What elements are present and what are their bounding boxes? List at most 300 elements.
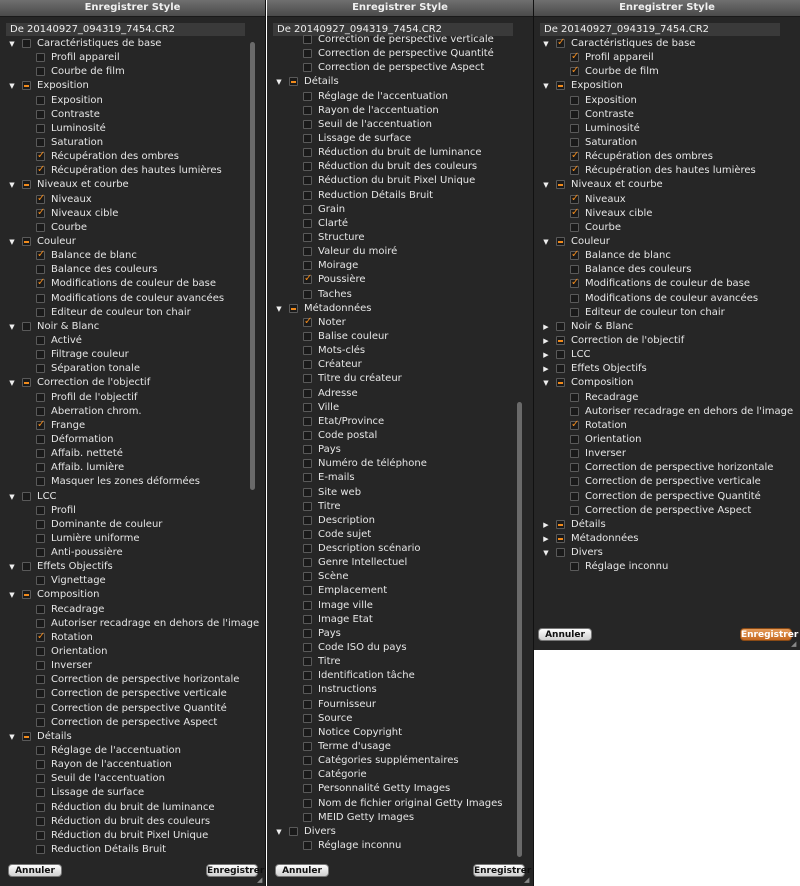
disclosure-open-icon[interactable]: ▼: [9, 40, 15, 48]
checkbox[interactable]: [303, 176, 312, 185]
setting-row[interactable]: [6, 631, 251, 645]
disclosure-closed-icon[interactable]: ▶: [543, 365, 549, 374]
checkbox[interactable]: [36, 845, 45, 854]
setting-row[interactable]: [273, 528, 519, 542]
setting-row[interactable]: [6, 829, 251, 843]
checkbox[interactable]: [303, 643, 312, 652]
group-row[interactable]: [6, 178, 251, 192]
disclosure-open-icon[interactable]: ▼: [9, 237, 15, 246]
setting-row[interactable]: [6, 94, 251, 108]
checkbox[interactable]: [556, 350, 565, 359]
setting-row[interactable]: [6, 221, 251, 235]
checkbox[interactable]: [556, 39, 565, 48]
checkbox[interactable]: [36, 520, 45, 529]
checkbox[interactable]: [303, 233, 312, 242]
setting-row[interactable]: [273, 330, 519, 344]
checkbox[interactable]: [36, 803, 45, 812]
checkbox[interactable]: [570, 308, 579, 317]
disclosure-open-icon[interactable]: ▼: [9, 492, 15, 501]
setting-row[interactable]: [6, 391, 251, 405]
checkbox[interactable]: [36, 110, 45, 119]
setting-row[interactable]: [273, 372, 519, 386]
disclosure-open-icon[interactable]: ▼: [9, 379, 15, 388]
setting-row[interactable]: [6, 504, 251, 518]
setting-row[interactable]: [6, 405, 251, 419]
checkbox[interactable]: [570, 124, 579, 133]
checkbox[interactable]: [303, 219, 312, 228]
checkbox[interactable]: [303, 120, 312, 129]
setting-row[interactable]: [273, 627, 519, 641]
group-row[interactable]: [273, 825, 519, 839]
setting-row[interactable]: [273, 712, 519, 726]
checkbox[interactable]: [303, 601, 312, 610]
checkbox[interactable]: [556, 534, 565, 543]
checkbox[interactable]: [570, 195, 579, 204]
setting-row[interactable]: [6, 306, 251, 320]
setting-row[interactable]: [273, 811, 519, 825]
checkbox[interactable]: [303, 685, 312, 694]
setting-row[interactable]: [273, 457, 519, 471]
setting-row[interactable]: [273, 217, 519, 231]
checkbox[interactable]: [556, 548, 565, 557]
checkbox[interactable]: [570, 477, 579, 486]
checkbox[interactable]: [570, 138, 579, 147]
checkbox[interactable]: [303, 714, 312, 723]
setting-row[interactable]: [540, 164, 786, 178]
checkbox[interactable]: [303, 106, 312, 115]
checkbox[interactable]: [36, 166, 45, 175]
checkbox[interactable]: [36, 619, 45, 628]
checkbox[interactable]: [303, 417, 312, 426]
setting-row[interactable]: [273, 245, 519, 259]
setting-row[interactable]: [540, 391, 786, 405]
setting-row[interactable]: [540, 475, 786, 489]
setting-row[interactable]: [6, 136, 251, 150]
setting-row[interactable]: [540, 405, 794, 419]
disclosure-open-icon[interactable]: ▼: [9, 732, 15, 741]
checkbox[interactable]: [570, 279, 579, 288]
group-row[interactable]: [540, 79, 786, 93]
checkbox[interactable]: [36, 774, 45, 783]
setting-row[interactable]: [6, 207, 251, 221]
checkbox[interactable]: [303, 290, 312, 299]
setting-row[interactable]: [540, 419, 786, 433]
setting-row[interactable]: [540, 504, 786, 518]
checkbox[interactable]: [36, 393, 45, 402]
checkbox[interactable]: [36, 195, 45, 204]
setting-row[interactable]: [273, 231, 519, 245]
checkbox[interactable]: [289, 827, 298, 836]
setting-row[interactable]: [6, 546, 251, 560]
setting-row[interactable]: [540, 292, 786, 306]
checkbox[interactable]: [36, 53, 45, 62]
checkbox[interactable]: [303, 332, 312, 341]
setting-row[interactable]: [6, 518, 251, 532]
checkbox[interactable]: [303, 586, 312, 595]
setting-row[interactable]: [6, 419, 251, 433]
checkbox[interactable]: [36, 661, 45, 670]
setting-row[interactable]: [6, 532, 251, 546]
checkbox[interactable]: [36, 449, 45, 458]
setting-row[interactable]: [273, 797, 519, 811]
setting-row[interactable]: [6, 292, 251, 306]
setting-row[interactable]: [273, 146, 519, 160]
disclosure-open-icon[interactable]: ▼: [9, 181, 15, 190]
group-row[interactable]: [540, 532, 786, 546]
setting-row[interactable]: [273, 288, 519, 302]
setting-row[interactable]: [273, 613, 519, 627]
setting-row[interactable]: [6, 716, 251, 730]
checkbox[interactable]: [303, 700, 312, 709]
checkbox[interactable]: [36, 633, 45, 642]
checkbox[interactable]: [22, 378, 31, 387]
checkbox[interactable]: [22, 237, 31, 246]
setting-row[interactable]: [273, 104, 519, 118]
setting-row[interactable]: [6, 193, 251, 207]
setting-row[interactable]: [540, 447, 786, 461]
checkbox[interactable]: [36, 506, 45, 515]
checkbox[interactable]: [303, 530, 312, 539]
setting-row[interactable]: [6, 617, 260, 631]
disclosure-closed-icon[interactable]: ▶: [543, 351, 549, 360]
disclosure-open-icon[interactable]: ▼: [9, 322, 15, 331]
setting-row[interactable]: [273, 344, 519, 358]
resize-grip-icon[interactable]: ◢: [791, 640, 797, 648]
checkbox[interactable]: [36, 152, 45, 161]
setting-row[interactable]: [273, 189, 519, 203]
group-row[interactable]: [273, 302, 519, 316]
scrollbar-thumb[interactable]: [517, 402, 522, 857]
disclosure-open-icon[interactable]: ▼: [9, 563, 15, 572]
checkbox[interactable]: [303, 261, 312, 270]
setting-row[interactable]: [273, 740, 519, 754]
setting-row[interactable]: [6, 108, 251, 122]
checkbox[interactable]: [303, 148, 312, 157]
setting-row[interactable]: [273, 471, 519, 485]
checkbox[interactable]: [289, 304, 298, 313]
checkbox[interactable]: [303, 671, 312, 680]
checkbox[interactable]: [22, 590, 31, 599]
group-row[interactable]: [540, 178, 786, 192]
checkbox[interactable]: [570, 294, 579, 303]
checkbox[interactable]: [303, 615, 312, 624]
setting-row[interactable]: [273, 118, 519, 132]
checkbox[interactable]: [303, 134, 312, 143]
checkbox[interactable]: [36, 421, 45, 430]
group-row[interactable]: [540, 37, 786, 51]
setting-row[interactable]: [273, 273, 519, 287]
disclosure-open-icon[interactable]: ▼: [543, 40, 549, 48]
checkbox[interactable]: [36, 477, 45, 486]
setting-row[interactable]: [540, 560, 786, 574]
setting-row[interactable]: [540, 108, 786, 122]
checkbox[interactable]: [303, 35, 312, 44]
setting-row[interactable]: [540, 461, 786, 475]
setting-row[interactable]: [6, 277, 251, 291]
checkbox[interactable]: [36, 223, 45, 232]
checkbox[interactable]: [303, 728, 312, 737]
checkbox[interactable]: [36, 279, 45, 288]
checkbox[interactable]: [303, 558, 312, 567]
setting-row[interactable]: [273, 174, 519, 188]
setting-row[interactable]: [273, 698, 519, 712]
setting-row[interactable]: [273, 259, 519, 273]
setting-row[interactable]: [540, 263, 786, 277]
checkbox[interactable]: [36, 294, 45, 303]
checkbox[interactable]: [570, 393, 579, 402]
setting-row[interactable]: [6, 758, 251, 772]
setting-row[interactable]: [273, 415, 519, 429]
group-row[interactable]: [273, 75, 519, 89]
disclosure-closed-icon[interactable]: ▶: [543, 322, 549, 331]
checkbox[interactable]: [303, 247, 312, 256]
checkbox[interactable]: [570, 96, 579, 105]
checkbox[interactable]: [570, 67, 579, 76]
group-row[interactable]: [540, 235, 786, 249]
checkbox[interactable]: [36, 435, 45, 444]
checkbox[interactable]: [303, 629, 312, 638]
setting-row[interactable]: [6, 51, 251, 65]
setting-row[interactable]: [273, 570, 519, 584]
checkbox[interactable]: [22, 180, 31, 189]
setting-row[interactable]: [6, 603, 251, 617]
setting-row[interactable]: [6, 447, 251, 461]
checkbox[interactable]: [36, 760, 45, 769]
checkbox[interactable]: [36, 548, 45, 557]
group-row[interactable]: [540, 518, 786, 532]
checkbox[interactable]: [570, 152, 579, 161]
group-row[interactable]: [6, 730, 251, 744]
setting-row[interactable]: [6, 786, 251, 800]
checkbox[interactable]: [303, 473, 312, 482]
setting-row[interactable]: [6, 801, 251, 815]
group-row[interactable]: [6, 320, 251, 334]
resize-grip-icon[interactable]: ◢: [524, 876, 530, 884]
setting-row[interactable]: [6, 645, 251, 659]
checkbox[interactable]: [570, 265, 579, 274]
group-row[interactable]: [540, 334, 786, 348]
cancel-button[interactable]: Annuler: [8, 864, 62, 877]
checkbox[interactable]: [303, 459, 312, 468]
checkbox[interactable]: [556, 520, 565, 529]
checkbox[interactable]: [570, 449, 579, 458]
checkbox[interactable]: [570, 110, 579, 119]
checkbox[interactable]: [303, 784, 312, 793]
checkbox[interactable]: [289, 77, 298, 86]
setting-row[interactable]: [540, 65, 786, 79]
setting-row[interactable]: [273, 782, 519, 796]
checkbox[interactable]: [556, 180, 565, 189]
checkbox[interactable]: [303, 488, 312, 497]
checkbox[interactable]: [303, 813, 312, 822]
checkbox[interactable]: [303, 657, 312, 666]
setting-row[interactable]: [273, 500, 519, 514]
setting-row[interactable]: [273, 514, 519, 528]
checkbox[interactable]: [570, 435, 579, 444]
setting-row[interactable]: [6, 334, 251, 348]
setting-row[interactable]: [273, 33, 519, 47]
checkbox[interactable]: [570, 562, 579, 571]
setting-row[interactable]: [273, 401, 519, 415]
checkbox[interactable]: [303, 544, 312, 553]
setting-row[interactable]: [6, 348, 251, 362]
checkbox[interactable]: [303, 841, 312, 850]
checkbox[interactable]: [556, 322, 565, 331]
checkbox[interactable]: [36, 96, 45, 105]
checkbox[interactable]: [556, 336, 565, 345]
checkbox[interactable]: [303, 191, 312, 200]
checkbox[interactable]: [22, 39, 31, 48]
checkbox[interactable]: [303, 572, 312, 581]
checkbox[interactable]: [303, 742, 312, 751]
setting-row[interactable]: [540, 94, 786, 108]
checkbox[interactable]: [303, 403, 312, 412]
disclosure-open-icon[interactable]: ▼: [543, 379, 549, 388]
checkbox[interactable]: [556, 364, 565, 373]
checkbox[interactable]: [36, 689, 45, 698]
setting-row[interactable]: [273, 599, 519, 613]
setting-row[interactable]: [273, 61, 519, 75]
setting-row[interactable]: [6, 249, 251, 263]
checkbox[interactable]: [303, 275, 312, 284]
disclosure-open-icon[interactable]: ▼: [543, 181, 549, 190]
checkbox[interactable]: [36, 463, 45, 472]
checkbox[interactable]: [303, 516, 312, 525]
setting-row[interactable]: [540, 249, 786, 263]
disclosure-open-icon[interactable]: ▼: [543, 237, 549, 246]
checkbox[interactable]: [36, 647, 45, 656]
setting-row[interactable]: [6, 744, 251, 758]
checkbox[interactable]: [36, 605, 45, 614]
setting-row[interactable]: [273, 387, 519, 401]
checkbox[interactable]: [570, 53, 579, 62]
scrollbar-thumb[interactable]: [250, 42, 255, 490]
checkbox[interactable]: [36, 67, 45, 76]
disclosure-open-icon[interactable]: ▼: [9, 82, 15, 91]
save-button[interactable]: Enregistrer: [741, 630, 799, 640]
setting-row[interactable]: [6, 362, 251, 376]
setting-row[interactable]: [6, 461, 251, 475]
setting-row[interactable]: [273, 556, 519, 570]
checkbox[interactable]: [303, 318, 312, 327]
disclosure-closed-icon[interactable]: ▶: [543, 336, 549, 345]
setting-row[interactable]: [6, 687, 251, 701]
checkbox[interactable]: [303, 799, 312, 808]
setting-row[interactable]: [540, 277, 786, 291]
checkbox[interactable]: [303, 92, 312, 101]
checkbox[interactable]: [36, 534, 45, 543]
checkbox[interactable]: [36, 788, 45, 797]
setting-row[interactable]: [6, 843, 251, 857]
checkbox[interactable]: [303, 49, 312, 58]
checkbox[interactable]: [22, 322, 31, 331]
save-button[interactable]: Enregistrer: [474, 866, 532, 876]
cancel-button[interactable]: Annuler: [275, 864, 329, 877]
checkbox[interactable]: [303, 205, 312, 214]
setting-row[interactable]: [6, 122, 251, 136]
group-row[interactable]: [540, 348, 786, 362]
setting-row[interactable]: [273, 655, 519, 669]
checkbox[interactable]: [36, 831, 45, 840]
setting-row[interactable]: [540, 207, 786, 221]
setting-row[interactable]: [6, 65, 251, 79]
checkbox[interactable]: [22, 81, 31, 90]
checkbox[interactable]: [36, 675, 45, 684]
checkbox[interactable]: [303, 431, 312, 440]
checkbox[interactable]: [556, 81, 565, 90]
checkbox[interactable]: [36, 251, 45, 260]
checkbox[interactable]: [36, 407, 45, 416]
setting-row[interactable]: [273, 486, 519, 500]
group-row[interactable]: [540, 376, 786, 390]
checkbox[interactable]: [36, 336, 45, 345]
group-row[interactable]: [540, 320, 786, 334]
resize-grip-icon[interactable]: ◢: [257, 876, 263, 884]
setting-row[interactable]: [273, 203, 519, 217]
setting-row[interactable]: [6, 164, 251, 178]
checkbox[interactable]: [36, 704, 45, 713]
setting-row[interactable]: [273, 47, 519, 61]
checkbox[interactable]: [570, 223, 579, 232]
setting-row[interactable]: [273, 641, 519, 655]
save-button[interactable]: Enregistrer: [207, 866, 265, 876]
setting-row[interactable]: [273, 90, 519, 104]
checkbox[interactable]: [570, 492, 579, 501]
setting-row[interactable]: [540, 490, 786, 504]
setting-row[interactable]: [6, 659, 251, 673]
checkbox[interactable]: [36, 817, 45, 826]
setting-row[interactable]: [6, 433, 251, 447]
checkbox[interactable]: [570, 421, 579, 430]
setting-row[interactable]: [273, 443, 519, 457]
setting-row[interactable]: [273, 132, 519, 146]
checkbox[interactable]: [36, 746, 45, 755]
setting-row[interactable]: [6, 815, 251, 829]
disclosure-open-icon[interactable]: ▼: [9, 591, 15, 600]
checkbox[interactable]: [570, 407, 579, 416]
checkbox[interactable]: [36, 138, 45, 147]
setting-row[interactable]: [6, 263, 251, 277]
checkbox[interactable]: [36, 576, 45, 585]
checkbox[interactable]: [36, 364, 45, 373]
checkbox[interactable]: [303, 63, 312, 72]
checkbox[interactable]: [36, 308, 45, 317]
group-row[interactable]: [6, 235, 251, 249]
setting-row[interactable]: [540, 193, 786, 207]
setting-row[interactable]: [6, 574, 251, 588]
checkbox[interactable]: [36, 350, 45, 359]
disclosure-open-icon[interactable]: ▼: [543, 82, 549, 91]
disclosure-open-icon[interactable]: ▼: [276, 78, 282, 87]
group-row[interactable]: [540, 546, 786, 560]
checkbox[interactable]: [303, 445, 312, 454]
disclosure-open-icon[interactable]: ▼: [276, 304, 282, 313]
checkbox[interactable]: [22, 492, 31, 501]
setting-row[interactable]: [6, 150, 251, 164]
setting-row[interactable]: [273, 429, 519, 443]
setting-row[interactable]: [273, 726, 519, 740]
setting-row[interactable]: [540, 306, 786, 320]
checkbox[interactable]: [36, 124, 45, 133]
disclosure-closed-icon[interactable]: ▶: [543, 520, 549, 529]
checkbox[interactable]: [303, 756, 312, 765]
checkbox[interactable]: [303, 374, 312, 383]
disclosure-open-icon[interactable]: ▼: [543, 549, 549, 558]
setting-row[interactable]: [6, 673, 251, 687]
setting-row[interactable]: [540, 136, 786, 150]
checkbox[interactable]: [303, 770, 312, 779]
checkbox[interactable]: [570, 209, 579, 218]
